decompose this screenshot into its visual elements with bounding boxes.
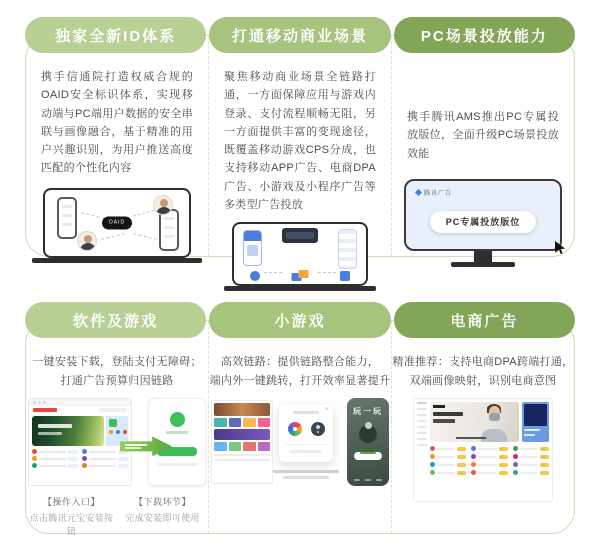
poster-image (524, 404, 547, 426)
dashed-connector (264, 272, 282, 273)
dashed-connector (81, 212, 105, 219)
caption-entry (26, 495, 117, 537)
text-placeholder (524, 434, 535, 436)
product-row (471, 470, 507, 475)
text-placeholder (290, 450, 322, 453)
card-id-system (26, 36, 208, 256)
phone-icon (57, 197, 77, 239)
top-row (430, 402, 549, 442)
minigame-phone (347, 398, 389, 486)
ecommerce-page-illustration (413, 398, 553, 502)
dashed-connector (318, 272, 336, 273)
header-pill-ecommerce-ads: 电商广告 (394, 302, 575, 338)
card-software-games (26, 321, 208, 537)
bottom-header-row (25, 302, 575, 338)
app-list-row (32, 463, 78, 468)
card-pc-capability (391, 36, 574, 256)
appstore-screenshot (28, 398, 132, 486)
caption-title: 【下载环节】 (133, 497, 191, 508)
text-placeholder (524, 429, 540, 431)
product-row (471, 446, 507, 451)
ecommerce-screenshot (413, 398, 553, 502)
ad-text-placeholder (433, 419, 455, 423)
shopping-bag-icon (340, 271, 350, 281)
play-label: 玩一玩 (353, 407, 383, 417)
game-character-icon (359, 425, 377, 443)
diamond-logo-icon (415, 189, 422, 196)
jump-dialog (279, 404, 333, 462)
user-avatar-icon (153, 195, 173, 215)
product-row (513, 446, 549, 451)
product-row (471, 454, 507, 459)
header-pill-pc-capability: PC场景投放能力 (394, 17, 575, 53)
app-name-placeholder (166, 431, 188, 434)
close-icon: × (324, 406, 329, 414)
product-row (430, 454, 466, 459)
laptop-screen (43, 188, 191, 258)
laptop-commerce-flow-illustration (224, 222, 376, 296)
dialog-title-placeholder (293, 411, 319, 414)
text-placeholder (157, 463, 197, 466)
section-bottom (25, 302, 575, 537)
ad-text-placeholder (433, 412, 463, 416)
section-top (25, 17, 575, 257)
caption-placeholder (283, 476, 329, 479)
browser-bar (29, 399, 131, 406)
phone-icon (338, 229, 357, 269)
card-body-text: 聚焦移动商业场景全链路打通，一方面保障应用与游戏内登录、支付流程顺畅无阻，另一方面提供丰富的变现途径，既覆盖移动游戏CPS分成，也支持移动APP广告、电商DPA广告、小游戏及小程序广告等多类型广告投放 (224, 71, 376, 211)
text-placeholder (456, 437, 486, 439)
folders-icon (292, 270, 309, 281)
face-mask (489, 413, 500, 421)
game-avatar-icon (311, 422, 325, 436)
caption-row (26, 495, 208, 537)
pc-monitor-illustration (398, 179, 568, 267)
caption-desc: 点击腾讯元宝安装按钮 (29, 513, 114, 537)
ecommerce-main (430, 402, 549, 498)
app-list (32, 449, 128, 468)
bottom-panel (25, 320, 575, 537)
game-banner (214, 429, 270, 440)
product-row (513, 462, 549, 467)
card-body-line: 打通广告预算归因链路 (60, 374, 174, 387)
monitor-stand (474, 251, 492, 262)
product-row (513, 454, 549, 459)
caption-title: 【操作入口】 (42, 497, 100, 508)
text-placeholder (214, 454, 270, 456)
card-body-text: 携手信通院打造权威合规的OAID安全标识体系，实现移动端与PC端用户数据的安全串联与画像融合，基于精准的用户兴趣识别，为用户推送高度匹配的个性化内容 (41, 71, 193, 175)
product-grid (430, 446, 549, 475)
cursor-icon (555, 241, 566, 254)
card-body-line: 精准推荐：支持电商DPA跨端打通， (392, 356, 574, 368)
movie-poster-panel (522, 402, 549, 442)
card-mobile-scenes (208, 36, 391, 256)
product-row (430, 470, 466, 475)
header-pill-software-games: 软件及游戏 (25, 302, 206, 338)
store-logo-placeholder (33, 408, 57, 412)
product-row (430, 446, 466, 451)
install-flow-illustration (28, 398, 206, 488)
store-header (29, 406, 131, 414)
product-row (430, 462, 466, 467)
card-body-line: 双端画像映射，识别电商意图 (409, 374, 557, 387)
dashed-connector (101, 233, 125, 240)
dashboard-widget-icon (282, 228, 318, 243)
brand-logo-placeholder (433, 405, 445, 408)
model-shoulder (481, 429, 507, 442)
laptop-id-graph-illustration (32, 188, 202, 266)
dialog-icons (279, 422, 333, 436)
monitor-base (451, 262, 515, 267)
caption-placeholder (273, 470, 339, 473)
caption-entry (117, 495, 208, 537)
laptop-screen (232, 222, 368, 286)
caption-desc: 完成安装即可使用 (125, 513, 200, 524)
minigame-portal-screenshot (211, 400, 273, 484)
card-body-text: 携手腾讯AMS推出PC专属投放版位，全面升级PC场景投放效能 (407, 111, 559, 160)
header-pill-minigames: 小游戏 (209, 302, 390, 338)
divider (285, 444, 327, 445)
open-button-placeholder (354, 452, 382, 460)
mask-ad-banner (430, 402, 519, 442)
miniprogram-logo-icon (288, 422, 302, 436)
card-body-line: 一键安装下载，登陆支付无障碍； (32, 356, 202, 368)
app-list-row (32, 449, 78, 454)
app-logo-icon (170, 412, 185, 427)
product-row (471, 462, 507, 467)
monitor-screen (404, 179, 562, 251)
card-body-line: 高效链路：提供链路整合能力， (220, 356, 380, 368)
user-avatar-icon (77, 231, 97, 251)
card-minigames (208, 321, 391, 533)
nav-dots (347, 479, 389, 481)
laptop-base (32, 258, 202, 263)
oaid-pill: OAID (102, 216, 132, 229)
game-banner (214, 403, 270, 416)
tencent-ads-logo (416, 188, 452, 197)
top-header-row (25, 17, 575, 53)
app-list-row (82, 463, 128, 468)
phone-icon (243, 230, 262, 266)
sidebar-placeholder (417, 402, 427, 498)
top-panel (25, 35, 575, 257)
app-list-row (82, 456, 128, 461)
dashed-connector (133, 233, 157, 240)
game-banner (32, 416, 104, 446)
app-list-row (32, 456, 78, 461)
phone-icon (159, 209, 179, 251)
card-body-line: 端内外一键跳转，打开效率显著提升 (209, 374, 391, 387)
game-tiles (214, 442, 270, 451)
coin-icon (250, 271, 260, 281)
text-placeholder (214, 459, 270, 461)
card-ecommerce-ads (391, 321, 574, 533)
product-row (513, 470, 549, 475)
minigame-flow-illustration (211, 398, 389, 494)
logo-text: 腾讯广告 (424, 190, 453, 197)
game-tiles (214, 418, 270, 427)
laptop-base (224, 286, 376, 291)
pc-slot-button: PC专属投放版位 (430, 211, 536, 233)
header-pill-id-system: 独家全新ID体系 (25, 17, 206, 53)
header-pill-mobile-scenes: 打通移动商业场景 (209, 17, 390, 53)
search-bar-placeholder (99, 408, 127, 412)
